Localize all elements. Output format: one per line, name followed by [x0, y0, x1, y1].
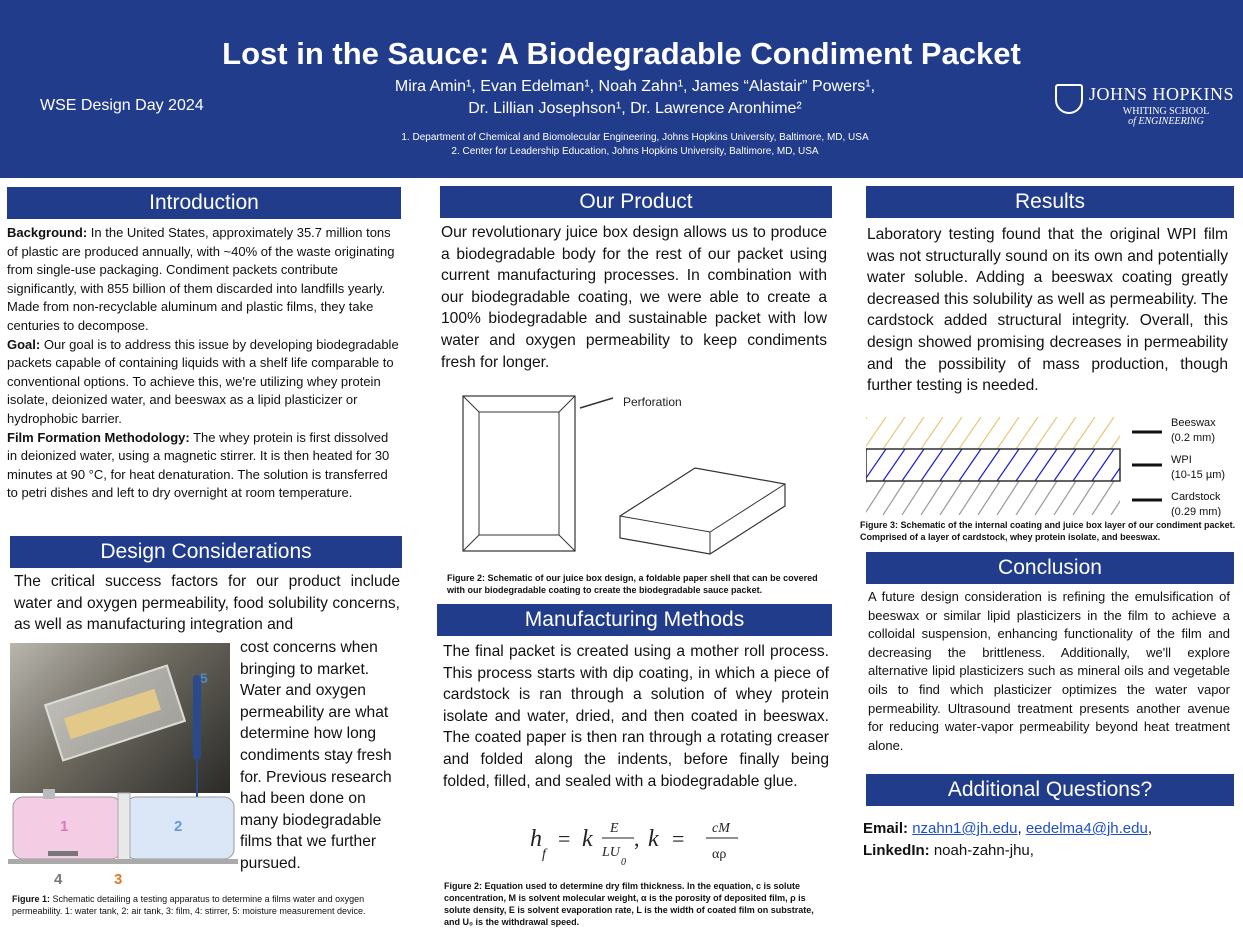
hatch-line: [940, 449, 962, 481]
product-text: Our revolutionary juice box design allows us to produce a biodegradable body for the rest of our packet using current manufacturing processes. In combination with our biodegradable coating, we were able to create a 100% biodegradable and sustainable packet with low water and oxygen permeability to keep condiments fresh for longer.: [441, 224, 827, 371]
hatch-line: [1035, 481, 1057, 515]
label-1: 1: [60, 818, 69, 835]
email-row: [863, 818, 1152, 840]
thickness-equation: [520, 812, 750, 868]
box-3d-edge: [620, 484, 785, 532]
hatch-line: [1092, 481, 1114, 515]
cardstock-thickness: (0.29 mm): [1171, 506, 1222, 517]
goal-label: Goal:: [7, 336, 41, 352]
probe-5: [193, 675, 201, 760]
logo-sub-2: of ENGINEERING: [1128, 116, 1204, 127]
hatch-line: [997, 449, 1019, 481]
conclusion-heading: Conclusion: [866, 552, 1234, 584]
eq-k2: k: [648, 826, 659, 852]
hatch-line: [1111, 449, 1133, 481]
email-link-1[interactable]: nzahn1@jh.edu: [912, 820, 1018, 837]
tank-cap: [43, 789, 55, 799]
cardstock-name: Cardstock: [1171, 491, 1221, 503]
logo-name: JOHNS HOPKINS: [1089, 84, 1235, 104]
wpi-layer: [866, 449, 1152, 481]
hatch-line: [1111, 481, 1133, 515]
hatch-line: [940, 417, 962, 449]
eq-cM: cM: [712, 821, 730, 836]
cardstock-layer: [866, 481, 1152, 515]
introduction-body: [7, 224, 401, 503]
base-plate: [8, 859, 238, 864]
beeswax-name: Beeswax: [1171, 417, 1216, 429]
hatch-line: [1073, 449, 1095, 481]
hatch-line: [866, 481, 886, 515]
authors-line-2: Dr. Lillian Josephson¹, Dr. Lawrence Aronhime²: [468, 100, 802, 117]
hatch-line: [1111, 417, 1133, 449]
product-heading: Our Product: [440, 186, 832, 218]
authors-line-1: Mira Amin¹, Evan Edelman¹, Noah Zahn¹, James “Alastair” Powers¹,: [394, 78, 876, 95]
event-name: WSE Design Day 2024: [40, 97, 204, 114]
perforation-label: Perforation: [623, 395, 682, 409]
hatch-line: [940, 481, 962, 515]
juice-box-schematic: [455, 388, 825, 560]
background-label: Background:: [7, 225, 88, 240]
label-4: 4: [54, 871, 63, 887]
hatch-line: [1035, 449, 1057, 481]
hatch-line: [959, 417, 981, 449]
hatch-line: [902, 449, 924, 481]
eq-LU: LU: [602, 845, 620, 860]
hatch-line: [959, 481, 981, 515]
hatch-line: [1054, 417, 1076, 449]
apparatus-schematic: [8, 665, 238, 887]
linkedin-handle: noah-zahn-jhu,: [933, 842, 1034, 859]
eq-comma: ,: [634, 826, 640, 851]
design-text-side: cost concerns when bringing to market. Water and oxygen permeability are what determine how long condiments stay fresh for. Previous research had been done on many biodegradable films that we further pursued.: [240, 639, 392, 872]
hatch-line: [921, 449, 943, 481]
logo-sub-1: WHITING SCHOOL: [1122, 106, 1210, 117]
eq-equals-2: =: [672, 826, 685, 851]
crease-1: [463, 396, 479, 412]
email-link-2[interactable]: eedelma4@jh.edu: [1025, 820, 1148, 837]
questions-heading: Additional Questions?: [866, 774, 1234, 806]
affiliation-2: 2. Center for Leadership Education, Johns Hopkins University, Baltimore, MD, USA: [451, 146, 819, 157]
eq-h: h: [530, 826, 542, 852]
method-text: The whey protein is first dissolved in deionized water, using a magnetic stirrer. It is then heated for 30 minutes at 90 °C, for heat denaturation. The solution is transferred to petri dishes and left to dry overnight at room temperature.: [7, 429, 390, 501]
stir-bar: [48, 851, 78, 856]
method-label: Film Formation Methodology:: [7, 429, 190, 445]
hatch-line: [866, 449, 886, 481]
introduction-heading: Introduction: [7, 187, 401, 219]
flat-outline: [463, 396, 575, 551]
hatch-line: [866, 417, 886, 449]
flat-inner: [479, 412, 559, 535]
figure-1-text: Schematic detailing a testing apparatus to determine a films water and oxygen permeability. 1: water tank, 2: air tank, 3: film, 4: stirrer, 5: moisture measurement device.: [12, 894, 366, 916]
eq-equals-1: =: [558, 826, 571, 851]
hatch-line: [1016, 481, 1038, 515]
affiliation-1: 1. Department of Chemical and Biomolecular Engineering, Johns Hopkins University, Baltimore, MD, USA: [401, 132, 869, 143]
hatch-line: [883, 449, 905, 481]
equation-caption: Figure 2: Equation used to determine dry film thickness. In the equation, c is solute concentration, M is solvent molecular weight, α is the porosity of deposited film, ρ is solute density, E is solvent evaporation rate, L is the width of coated film on substrate, and U₀ is the withdrawal speed.: [444, 881, 814, 927]
eq-zero: 0: [621, 857, 626, 868]
figure-1-label: Figure 1:: [12, 894, 51, 904]
label-2: 2: [174, 818, 183, 835]
eq-E: E: [610, 821, 619, 836]
beeswax-layer: [866, 417, 1152, 449]
hatch-line: [1054, 481, 1076, 515]
crease-2: [559, 396, 575, 412]
background-text: In the United States, approximately 35.7 million tons of plastic are produced annually, with ~40% of the waste originating from single-use packaging. Condiment packets contribute significantly, with 855 billion of them discarded into landfills yearly. Made from non-recyclable aluminum and plastic films, they take centuries to decompose.: [7, 225, 395, 333]
poster-header: [0, 0, 1243, 178]
hatch-line: [1130, 481, 1152, 515]
hatch-line: [997, 481, 1019, 515]
hatch-line: [1073, 481, 1095, 515]
hatch-line: [1035, 417, 1057, 449]
eq-k: k: [582, 826, 593, 852]
hatch-line: [1016, 449, 1038, 481]
hatch-line: [1092, 449, 1114, 481]
design-heading: Design Considerations: [10, 536, 402, 568]
wpi-name: WPI: [1171, 454, 1192, 466]
eq-ap: αρ: [712, 847, 727, 862]
email-separator: ,: [1017, 820, 1022, 837]
label-3: 3: [114, 871, 123, 887]
poster-title: Lost in the Sauce: A Biodegradable Condiment Packet: [222, 36, 1021, 71]
hatch-line: [978, 417, 1000, 449]
manufacturing-text: The final packet is created using a mother roll process. This process starts with dip coating, in which a piece of cardstock is ran through a solution of whey protein isolate and water, dried, and then coated in beeswax. The coated paper is then ran through a rotating creaser and folded along the indents, before finally being folded, filled, and sealed with a biodegradable glue.: [443, 643, 829, 790]
design-text-top: The critical success factors for our product include water and oxygen permeability, food solubility concerns, as well as manufacturing integration and: [14, 573, 400, 634]
eq-f: f: [542, 847, 546, 862]
figure-2-caption: Figure 2: Schematic of our juice box design, a foldable paper shell that can be covered with our biodegradable coating to create the biodegradable sauce packet.: [447, 573, 818, 595]
hatch-line: [997, 417, 1019, 449]
crease-4: [559, 535, 575, 551]
results-text: Laboratory testing found that the original WPI film was not structurally sound on its own and potentially water soluble. Adding a beeswax coating greatly decreased this solubility as well as permeability. The cardstock added structural integrity. Overall, this design showed promising decreases in permeability and the possibility of mass production, though further testing is needed.: [867, 226, 1228, 395]
crease-3: [463, 535, 479, 551]
shield-icon: [1055, 84, 1083, 114]
hatch-line: [921, 417, 943, 449]
hatch-line: [883, 481, 905, 515]
affiliations: [0, 131, 1243, 159]
hatch-line: [902, 417, 924, 449]
manufacturing-heading: Manufacturing Methods: [437, 604, 832, 636]
hatch-line: [902, 481, 924, 515]
hatch-line: [921, 481, 943, 515]
hatch-line: [1092, 417, 1114, 449]
label-5: 5: [200, 670, 208, 686]
logo-sub: [1111, 107, 1221, 127]
conclusion-text: A future design consideration is refining the emulsification of beeswax or similar lipid plasticizers in the film to achieve a colloidal suspension, enhancing functionality of the film and decreasing the brittleness. Additionally, we'll explore alternative lipid plasticizers such as mineral oils and vegetable oils to find which plasticizer optimizes the water vapor permeability. Ultrasound treatment presents another avenue for reducing water-vapor permeability beyond heat treatment alone.: [868, 589, 1230, 753]
email-end: ,: [1147, 820, 1152, 837]
hatch-line: [883, 417, 905, 449]
wpi-thickness: (10-15 µm): [1171, 469, 1226, 481]
results-heading: Results: [866, 186, 1234, 218]
beeswax-thickness: (0.2 mm): [1171, 432, 1215, 444]
hatch-line: [978, 481, 1000, 515]
wpi-border: [866, 449, 1120, 481]
hatch-line: [978, 449, 1000, 481]
email-label: Email:: [863, 820, 909, 837]
goal-text: Our goal is to address this issue by developing biodegradable packets capable of containing liquids with a shelf life comparable to conventional options. To achieve this, we're utilizing whey protein isolate, deionized water, and beeswax as a lipid plasticizer or hydrophobic barrier.: [7, 336, 399, 426]
layer-schematic: [866, 415, 1240, 517]
hatch-line: [1073, 417, 1095, 449]
perforation-arrow: [580, 398, 613, 408]
box-3d: [620, 468, 785, 554]
hatch-line: [1054, 449, 1076, 481]
figure-3-caption: Figure 3: Schematic of the internal coating and juice box layer of our condiment packet. Comprised of a layer of cardstock, whey protein isolate, and beeswax.: [860, 520, 1236, 542]
hatch-line: [1016, 417, 1038, 449]
linkedin-label: LinkedIn:: [863, 842, 930, 859]
linkedin-row: [863, 840, 1034, 862]
hatch-line: [959, 449, 981, 481]
figure-1-caption: [12, 893, 392, 917]
film-clamp: [118, 793, 130, 863]
